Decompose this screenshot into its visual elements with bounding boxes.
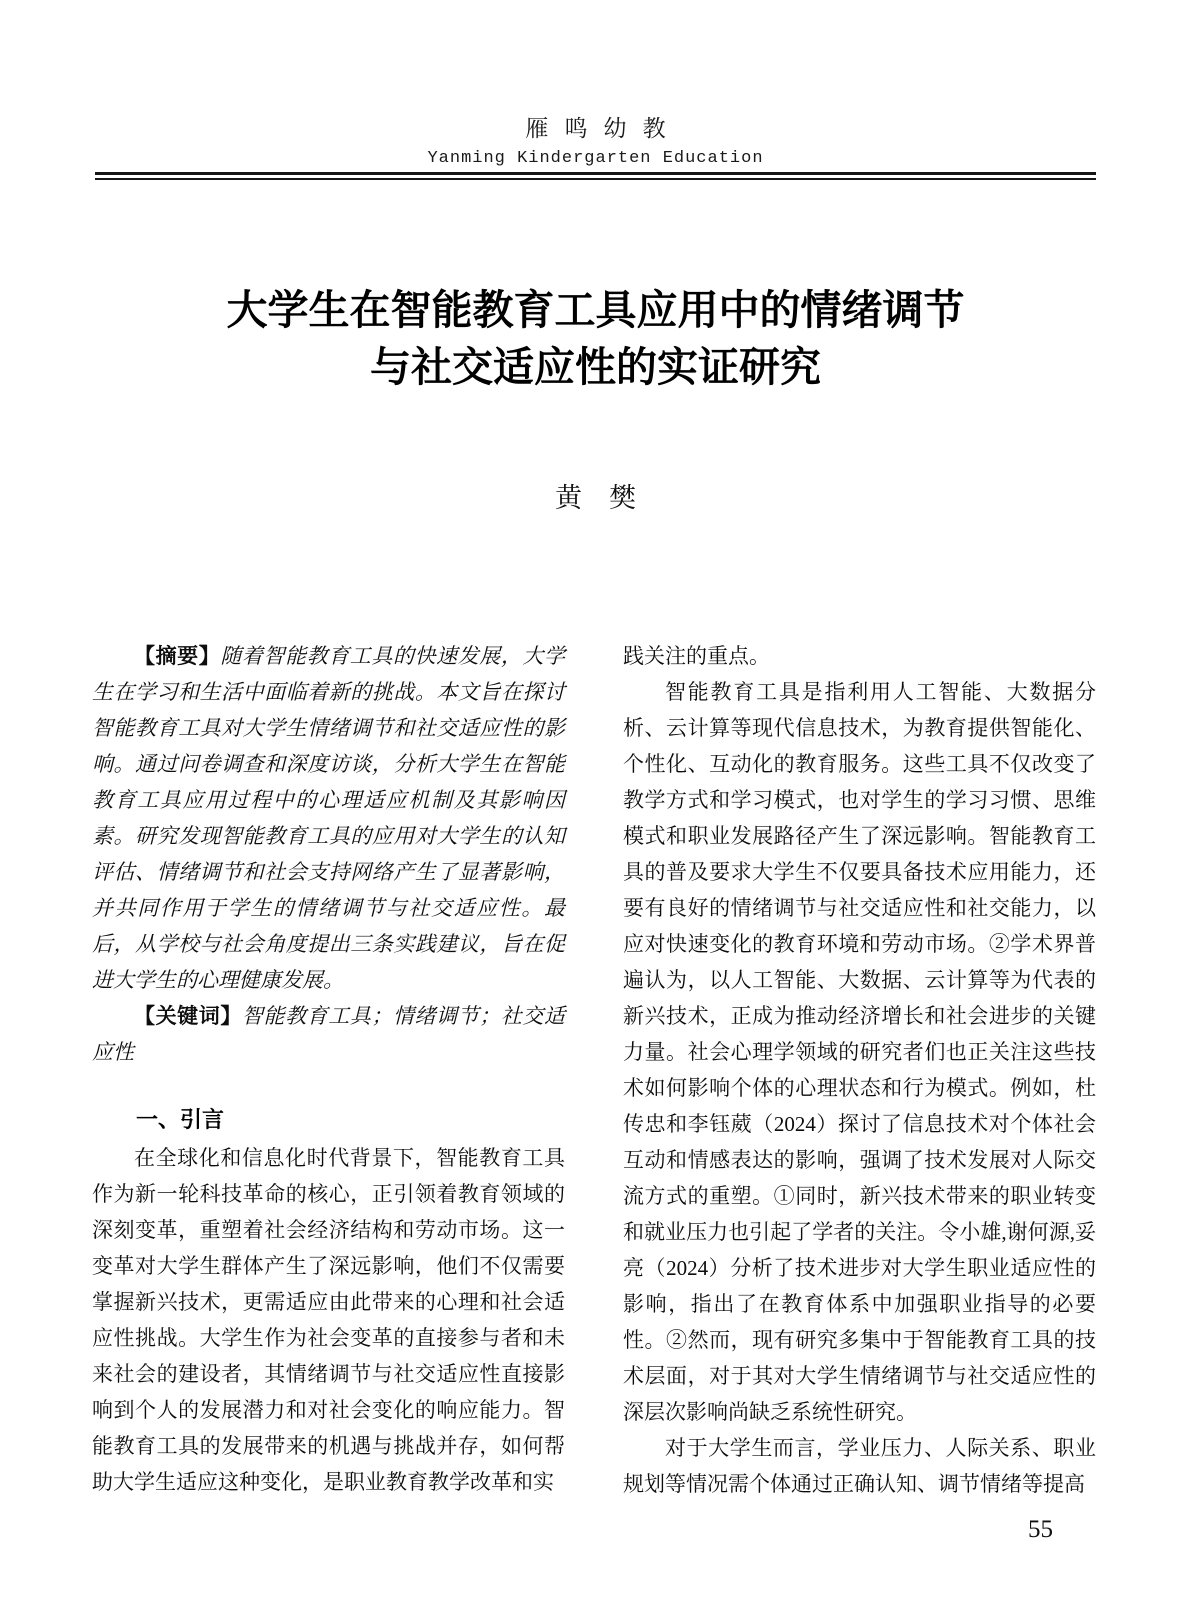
title-line-1: 大学生在智能教育工具应用中的情绪调节 — [226, 287, 965, 333]
journal-name-chinese: 雁鸣幼教 — [525, 116, 682, 141]
keywords-label: 【关键词】 — [134, 1004, 242, 1028]
content-columns — [92, 638, 1096, 1502]
paragraph-college-students: 对于大学生而言，学业压力、人际关系、职业规划等情况需个体通过正确认知、调节情绪等提高 — [623, 1436, 1096, 1496]
title-line-2: 与社交适应性的实证研究 — [370, 344, 821, 390]
intro-paragraph-part1: 在全球化和信息化时代背景下，智能教育工具作为新一轮科技革命的核心，正引领着教育领域的深刻变革，重塑着社会经济结构和劳动市场。这一变革对大学生群体产生了深远影响，他们不仅需要掌握新兴技术，更需适应由此带来的心理和社会适应性挑战。大学生作为社会变革的直接参与者和未来社会的建设者，其情绪调节与社交适应性直接影响到个人的发展潜力和对社会变化的响应能力。智能教育工具的发展带来的机遇与挑战并存，如何帮助大学生适应这种变化，是职业教育教学改革和实 — [92, 1146, 565, 1494]
keywords-text: 智能教育工具；情绪调节；社交适应性 — [92, 1004, 566, 1064]
keywords-paragraph — [92, 998, 565, 1070]
abstract-label: 【摘要】 — [134, 644, 221, 668]
journal-name-english: Yanming Kindergarten Education — [427, 149, 764, 168]
intro-paragraph-continuation: 践关注的重点。 — [623, 644, 770, 668]
right-column — [623, 638, 1096, 1502]
paragraph-smart-education-tools: 智能教育工具是指利用人工智能、大数据分析、云计算等现代信息技术，为教育提供智能化、个性化、互动化的教育服务。这些工具不仅改变了教学方式和学习模式，也对学生的学习习惯、思维模式和职业发展路径产生了深远影响。智能教育工具的普及要求大学生不仅要具备技术应用能力，还要有良好的情绪调节与社交适应性和社交能力，以应对快速变化的教育环境和劳动市场。②学术界普遍认为，以人工智能、大数据、云计算等为代表的新兴技术，正成为推动经济增长和社会进步的关键力量。社会心理学领域的研究者们也正关注这些技术如何影响个体的心理状态和行为模式。例如，杜传忠和李钰葳（2024）探讨了信息技术对个体社会互动和情感表达的影响，强调了技术发展对人际交流方式的重塑。①同时，新兴技术带来的职业转变和就业压力也引起了学者的关注。令小雄,谢何源,妥亮（2024）分析了技术进步对大学生职业适应性的影响，指出了在教育体系中加强职业指导的必要性。②然而，现有研究多集中于智能教育工具的技术层面，对于其对大学生情绪调节与社交适应性的深层次影响尚缺乏系统性研究。 — [623, 680, 1096, 1424]
page-number: 55 — [1028, 1516, 1053, 1543]
author-name: 黄 樊 — [555, 483, 636, 513]
abstract-paragraph — [92, 638, 565, 998]
left-column — [92, 638, 565, 1502]
abstract-text: 随着智能教育工具的快速发展，大学生在学习和生活中面临着新的挑战。本文旨在探讨智能教育工具对大学生情绪调节和社交适应性的影响。通过问卷调查和深度访谈，分析大学生在智能教育工具应用过程中的心理适应机制及其影响因素。研究发现智能教育工具的应用对大学生的认知评估、情绪调节和社会支持网络产生了显著影响，并共同作用于学生的情绪调节与社交适应性。最后，从学校与社会角度提出三条实践建议，旨在促进大学生的心理健康发展。 — [92, 644, 566, 992]
header-double-rule — [95, 172, 1096, 180]
journal-header — [0, 110, 1191, 168]
section-heading-introduction: 一、引言 — [136, 1108, 225, 1133]
article-title — [0, 282, 1191, 396]
